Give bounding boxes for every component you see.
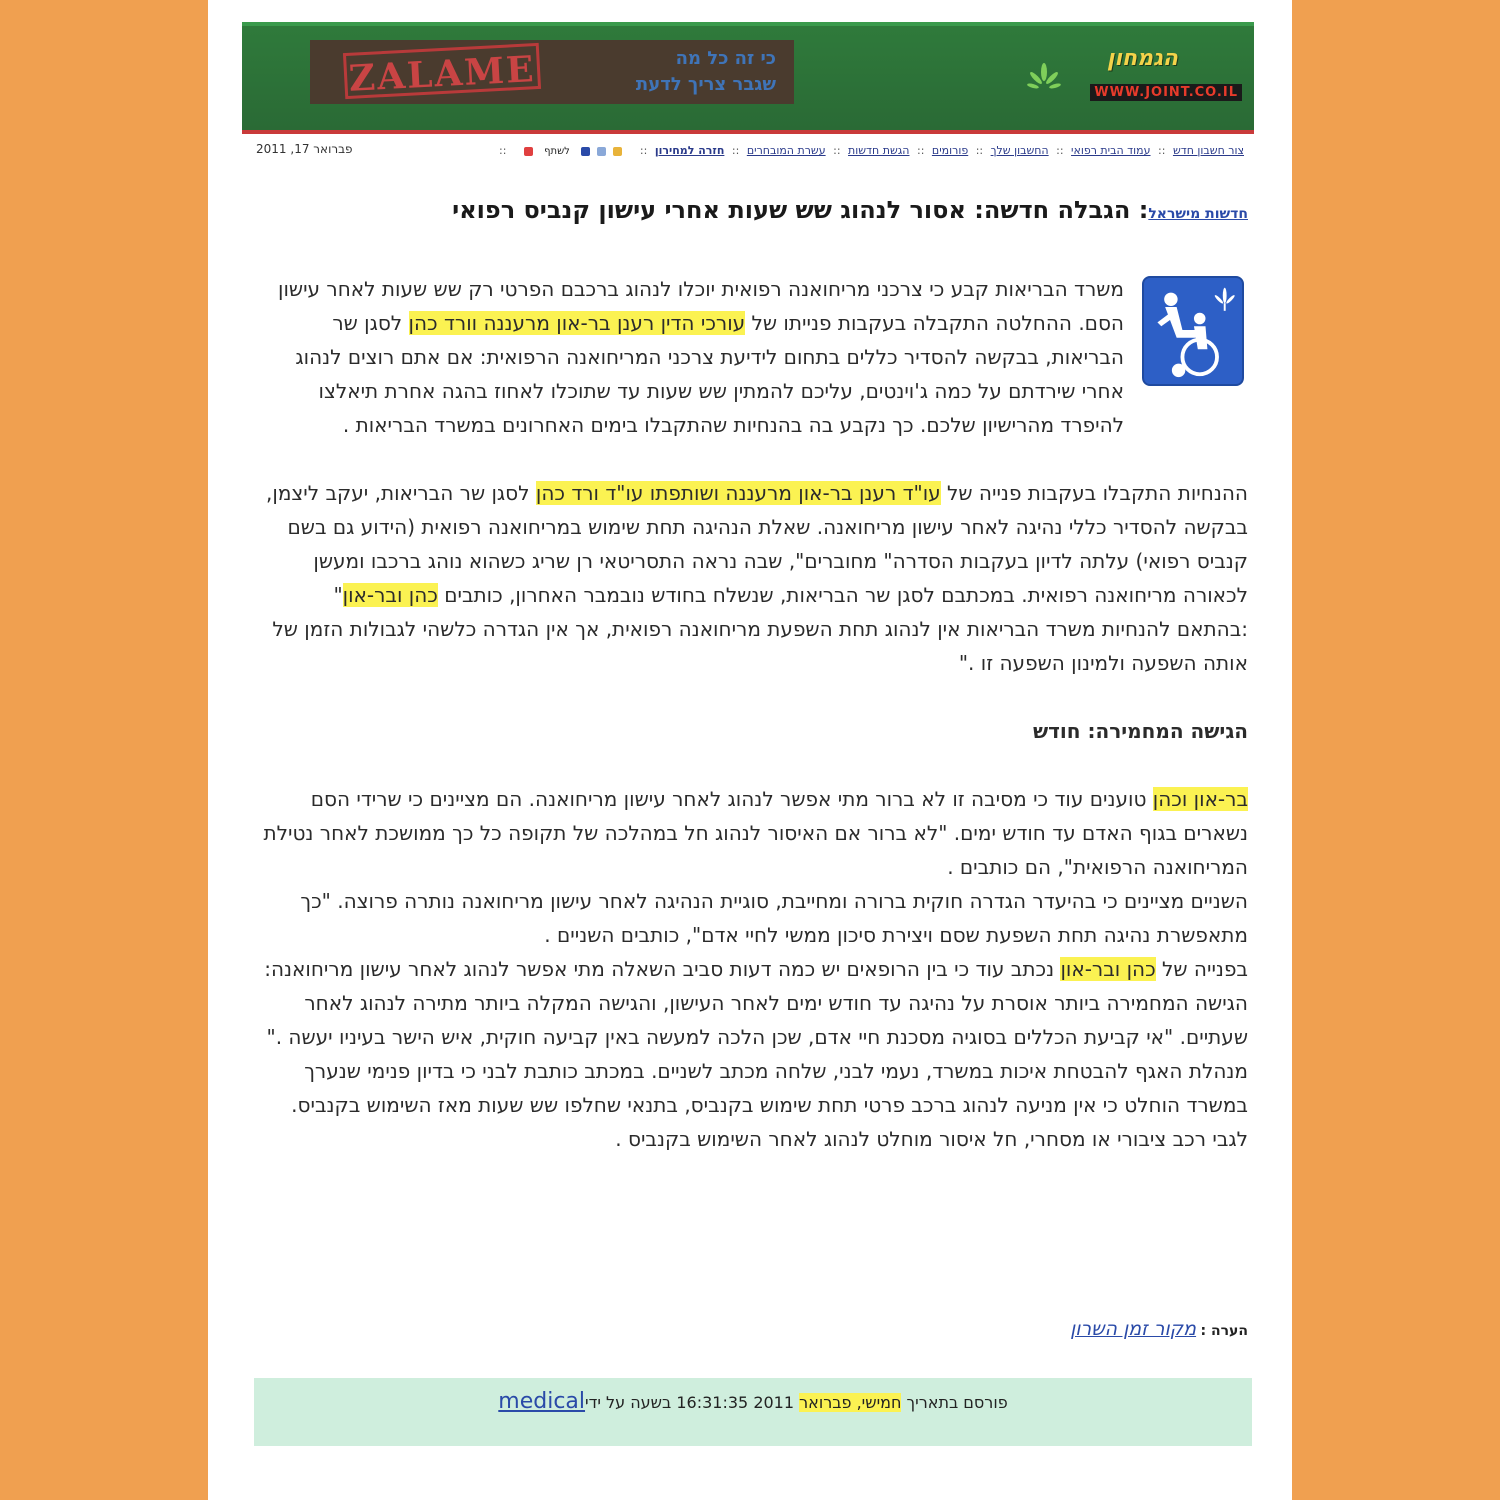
p2-highlight-lawyers: עו"ד רענן בר-און מרעננה ושותפתו עו"ד ורד כהן <box>535 481 941 505</box>
ad-tagline-2: שגבר צריך לדעת <box>635 74 776 95</box>
nav-bar <box>242 138 1254 162</box>
article-body <box>258 272 1248 1156</box>
p5-text-b: נכתב עוד כי בין הרופאים יש כמה דעות סביב השאלה מתי אפשר לנהוג לאחר עישון מריחואנה: הגישה המחמירה ביותר אוסרת על נהיגה עד חודש ימים לאחר העישון, והגישה המקלה ביותר מתירה לנהוג לאחר שעתיים. "אי קביעת הכללים בסוגיה מסכנת חיי אדם, שכן הלכה למעשה באין קביעה חוקית, איש הישר בעיניו יעשה ." <box>264 957 1248 1049</box>
paragraph-2 <box>258 476 1248 680</box>
category-link[interactable]: חדשות מישראל <box>1148 206 1248 222</box>
nav-separator: :: <box>498 144 507 157</box>
article-header <box>250 196 1248 224</box>
paragraph-gap <box>258 680 1248 714</box>
nav-top-ten[interactable]: עשרת המובחרים <box>746 144 826 157</box>
nav-new-account[interactable]: צור חשבון חדש <box>1172 144 1244 157</box>
nav-separator: :: <box>1158 144 1166 157</box>
share-plus-icon <box>524 147 533 156</box>
paragraph-5 <box>258 952 1248 1054</box>
nav-separator: :: <box>975 144 984 157</box>
nav-separator: :: <box>639 144 648 157</box>
site-banner <box>242 22 1254 134</box>
nav-back-to-prices[interactable]: חזרה למחירון <box>654 144 725 157</box>
p1-text-a: משרד הבריאות קבע כי צרכני מריחואנה רפואית יוכלו לנהוג ברכבם הפרטי רק שש שעות לאחר עישון הסם. ההחלטה התקבלה בעקבות פנייתו של <box>278 277 1124 335</box>
p2-text-c: " :בהתאם להנחיות משרד הבריאות אין לנהוג תחת השפעת מריחואנה רפואית, אך אין הגדרה כלשהי לגבולות הזמן של אותה השפעה ולמינון השפעה זו ." <box>272 583 1248 675</box>
footnote <box>258 1318 1248 1340</box>
posted-day: חמישי, פברואר <box>799 1393 902 1412</box>
ad-tagline-1: כי זה כל מה <box>675 48 776 69</box>
zalame-ad[interactable] <box>310 40 794 104</box>
cannabis-leaf-icon <box>1026 62 1062 98</box>
nav-home[interactable]: עמוד הבית רפואי <box>1071 144 1151 157</box>
nav-forums[interactable]: פורומים <box>931 144 969 157</box>
p1-highlight-lawyers: עורכי הדין רענן בר-און מרעננה וורד כהן <box>408 311 746 335</box>
logo-url: WWW.JOINT.CO.IL <box>1090 84 1242 101</box>
paragraph-1 <box>258 272 1248 442</box>
share-icon-3 <box>581 147 590 156</box>
article-title: הגבלה חדשה: אסור לנהוג שש שעות אחרי עישון קנביס רפואי <box>452 196 1131 224</box>
author-link[interactable]: medical <box>498 1389 586 1414</box>
p2-text-b: לסגן שר הבריאות, יעקב ליצמן, בבקשה להסדיר כללי נהיגה לאחר עישון מריחואנה. שאלת הנהיגה תחת שימוש במריחואנה רפואית (הידוע גם בשם קנביס רפואי) עלתה לדיון בעקבות הסדרה" מחוברים", שבה נראה התסריטאי רן שריג כשהוא נוהג ברכבו ומעשן לכאורה מריחואנה רפואית. במכתבם לסגן שר הבריאות, שנשלח בחודש נובמבר האחרון, כותבים <box>266 481 1248 607</box>
p3-highlight-names: בר-און וכהן <box>1152 787 1248 811</box>
nav-separator: :: <box>916 144 925 157</box>
logo-name: הגמחון <box>1106 46 1178 71</box>
paragraph-6: מנהלת האגף להבטחת איכות במשרד, נעמי לבני, שלחה מכתב לשניים. במכתב כותבת לבני כי בדיון פנימי שנערך במשרד הוחלט כי אין מניעה לנהוג ברכב פרטי תחת שימוש בקנביס, בתנאי שחלפו שש שעות מאז השימוש בקנביס. לגבי רכב ציבורי או מסחרי, חל איסור מוחלט לנהוג לאחר השימוש בקנביס . <box>291 1059 1248 1151</box>
posted-info <box>254 1378 1252 1446</box>
p1-text-b: לסגן שר הבריאות, בבקשה להסדיר כללים בתחום לידיעת צרכני המריחואנה הרפואית: אם אתם רוצים לנהוג אחרי שירדתם על כמה ג'וינטים, עליכם להמתין שש שעות עד שתוכלו לאחוז בהגה אחרת תיאלצו להיפרד מהרישיון שלכם. כך נקבע בה בהנחיות שהתקבלו בימים האחרונים במשרד הבריאות . <box>295 311 1124 437</box>
p5-highlight-names: כהן ובר-און <box>1060 957 1156 981</box>
nav-separator: :: <box>1056 144 1064 157</box>
posted-time: 2011 16:31:35 בשעה <box>625 1393 800 1412</box>
paragraph-gap <box>258 442 1248 476</box>
share-icon-2 <box>597 147 606 156</box>
ad-brand-stamp: ZALAME <box>343 43 541 99</box>
p5-text-a: בפנייה של <box>1155 957 1248 981</box>
nav-separator: :: <box>731 144 740 157</box>
p2-text-a: ההנחיות התקבלו בעקבות פנייה של <box>940 481 1248 505</box>
footnote-label: הערה : <box>1200 1323 1248 1339</box>
p3-text: טוענים עוד כי מסיבה זו לא ברור מתי אפשר לנהוג לאחר עישון מריחואנה. הם מציינים כי שרידי הסם נשארים בגוף האדם עד חודש ימים. "לא ברור אם האיסור לנהוג חל במהלכה של תקופה כל כך ממושכת לאחר נטילת המריחואנה הרפואית", הם כותבים . <box>263 787 1248 879</box>
paragraph-gap <box>258 748 1248 782</box>
share-icon-1 <box>613 147 622 156</box>
nav-date: פברואר 17, 2011 <box>256 142 353 156</box>
posted-by: על ידי <box>585 1393 626 1412</box>
source-link[interactable]: מקור זמן השרון <box>1070 1318 1197 1340</box>
posted-prefix: פורסם בתאריך <box>901 1393 1008 1412</box>
paragraph-3 <box>258 782 1248 884</box>
nav-separator: :: <box>833 144 841 157</box>
header-colon: : <box>1130 196 1149 224</box>
nav-links <box>495 144 1244 157</box>
section-subheading: הגישה המחמירה: חודש <box>1032 719 1248 743</box>
site-logo[interactable] <box>1022 42 1242 112</box>
p2-highlight-names: כהן ובר-און <box>342 583 438 607</box>
nav-submit-news[interactable]: הגשת חדשות <box>848 144 910 157</box>
share-widget[interactable] <box>522 146 625 157</box>
paragraph-4: השניים מציינים כי בהיעדר הגדרה חוקית ברורה ומחייבת, סוגיית הנהיגה לאחר עישון מריחואנה נותרה פרוצה. "כך מתאפשרת נהיגה תחת השפעת שסם ויצירת סיכון ממשי לחיי אדם", כותבים השניים . <box>300 889 1248 947</box>
nav-your-account[interactable]: החשבון שלך <box>990 144 1049 157</box>
share-label: לשתף <box>544 146 570 157</box>
